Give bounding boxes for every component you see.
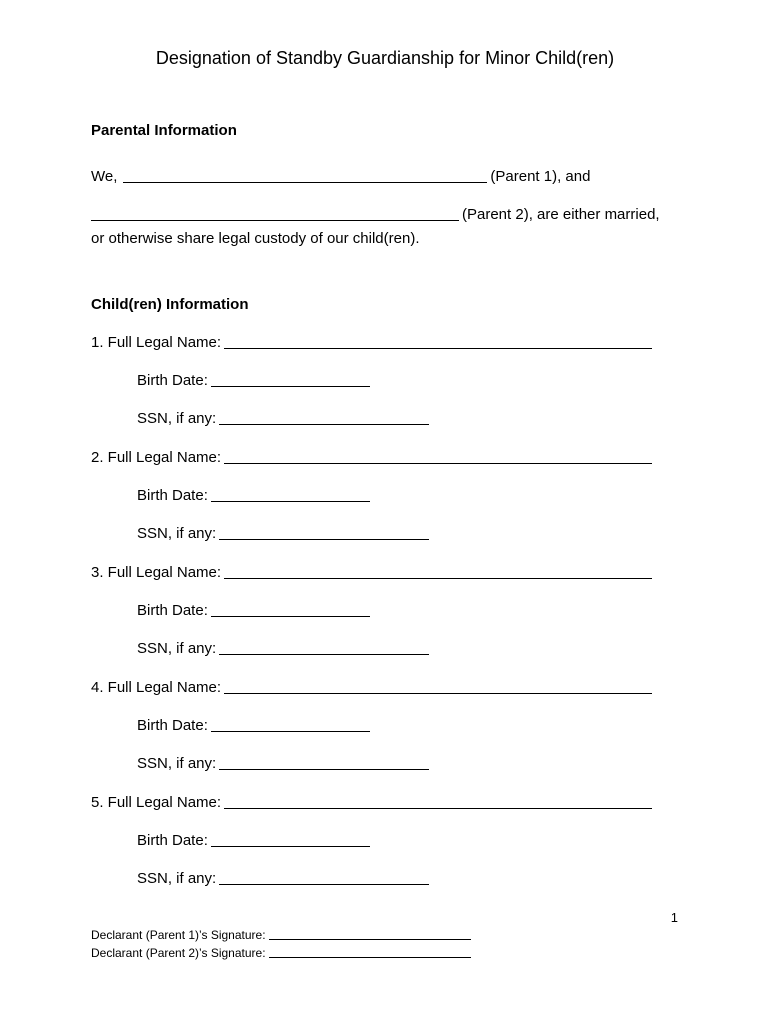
child3-name-line <box>91 562 655 581</box>
custody-statement <box>91 230 420 247</box>
child4-birth-date-field[interactable] <box>211 717 370 732</box>
child1-name-line <box>91 332 655 351</box>
parent2-suffix-label: (Parent 2), are either married, <box>462 206 660 223</box>
birth-date-label: Birth Date: <box>137 717 208 734</box>
child3-ssn-line <box>137 638 432 657</box>
child-name-label: 2. Full Legal Name: <box>91 449 222 466</box>
parent1-signature-line <box>91 927 474 942</box>
parent2-name-field[interactable] <box>91 206 459 221</box>
custody-statement-text: or otherwise share legal custody of our child(ren). <box>91 230 420 247</box>
ssn-label: SSN, if any: <box>137 870 217 887</box>
parental-information-heading: Parental Information <box>91 122 237 139</box>
child1-ssn-field[interactable] <box>219 410 429 425</box>
parent2-signature-line <box>91 945 474 960</box>
birth-date-label: Birth Date: <box>137 602 208 619</box>
ssn-label: SSN, if any: <box>137 755 217 772</box>
child5-birth-line <box>137 830 373 849</box>
parent1-prefix-label: We, <box>91 168 118 185</box>
child2-ssn-line <box>137 523 432 542</box>
child4-ssn-line <box>137 753 432 772</box>
parent2-signature-label: Declarant (Parent 2)’s Signature: <box>91 946 266 960</box>
child2-birth-line <box>137 485 373 504</box>
child2-name-field[interactable] <box>224 449 652 464</box>
birth-date-label: Birth Date: <box>137 372 208 389</box>
parent1-line <box>91 166 590 185</box>
document-title: Designation of Standby Guardianship for Minor Child(ren) <box>155 48 615 68</box>
page-number: 1 <box>670 910 678 925</box>
birth-date-label: Birth Date: <box>137 832 208 849</box>
children-information-heading: Child(ren) Information <box>91 296 249 313</box>
child3-birth-date-field[interactable] <box>211 602 370 617</box>
child-name-label: 3. Full Legal Name: <box>91 564 222 581</box>
child2-birth-date-field[interactable] <box>211 487 370 502</box>
parent1-name-field[interactable] <box>123 168 487 183</box>
child5-birth-date-field[interactable] <box>211 832 370 847</box>
child2-ssn-field[interactable] <box>219 525 429 540</box>
child4-birth-line <box>137 715 373 734</box>
child4-name-field[interactable] <box>224 679 652 694</box>
child3-name-field[interactable] <box>224 564 652 579</box>
child1-birth-line <box>137 370 373 389</box>
child5-name-field[interactable] <box>224 794 652 809</box>
child3-ssn-field[interactable] <box>219 640 429 655</box>
child5-ssn-field[interactable] <box>219 870 429 885</box>
child-name-label: 5. Full Legal Name: <box>91 794 222 811</box>
child1-ssn-line <box>137 408 432 427</box>
birth-date-label: Birth Date: <box>137 487 208 504</box>
ssn-label: SSN, if any: <box>137 410 217 427</box>
child-name-label: 4. Full Legal Name: <box>91 679 222 696</box>
parent2-line <box>91 204 660 223</box>
child5-ssn-line <box>137 868 432 887</box>
parent1-suffix-label: (Parent 1), and <box>490 168 591 185</box>
parent1-signature-label: Declarant (Parent 1)’s Signature: <box>91 928 266 942</box>
ssn-label: SSN, if any: <box>137 640 217 657</box>
parent2-signature-field[interactable] <box>269 946 471 958</box>
child1-birth-date-field[interactable] <box>211 372 370 387</box>
child4-name-line <box>91 677 655 696</box>
child4-ssn-field[interactable] <box>219 755 429 770</box>
child5-name-line <box>91 792 655 811</box>
ssn-label: SSN, if any: <box>137 525 217 542</box>
parent1-signature-field[interactable] <box>269 928 471 940</box>
child3-birth-line <box>137 600 373 619</box>
child2-name-line <box>91 447 655 466</box>
child1-name-field[interactable] <box>224 334 652 349</box>
child-name-label: 1. Full Legal Name: <box>91 334 222 351</box>
